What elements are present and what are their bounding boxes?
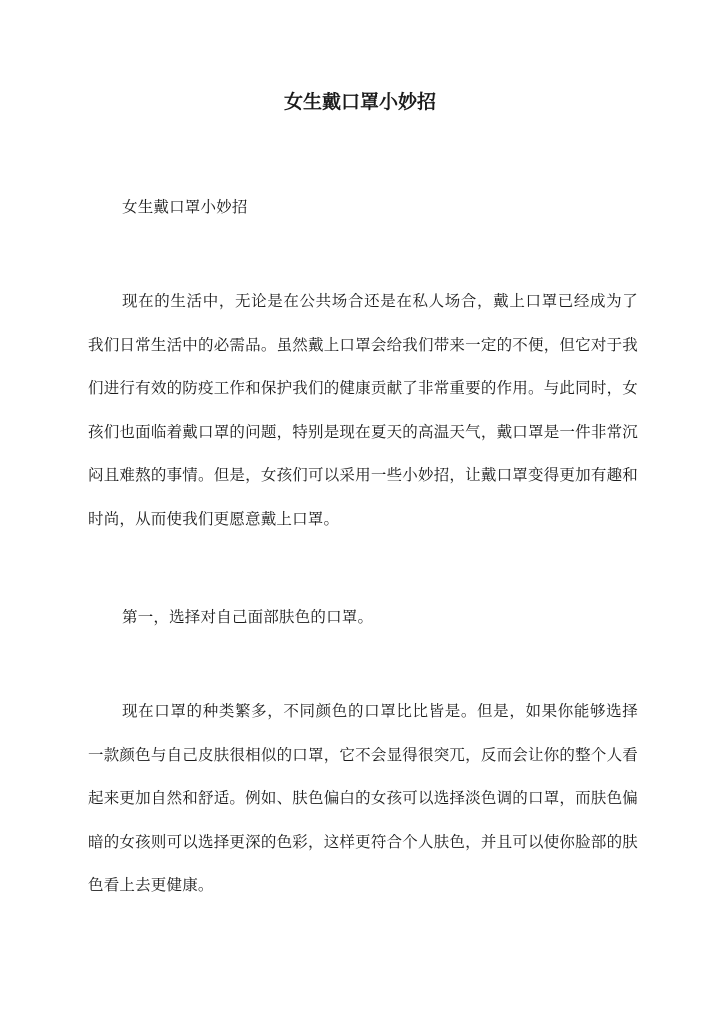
intro-paragraph: 现在的生活中，无论是在公共场合还是在私人场合，戴上口罩已经成为了我们日常生活中的必需品。虽然戴上口罩会给我们带来一定的不便，但它对于我们进行有效的防疫工作和保护我们的健康贡献了非常重要的作用。与此同时，女孩们也面临着戴口罩的问题，特别是现在夏天的高温天气，戴口罩是一件非常沉闷且难熬的事情。但是，女孩们可以采用一些小妙招，让戴口罩变得更加有趣和时尚，从而使我们更愿意戴上口罩。 [88,292,638,528]
subtitle-paragraph: 女生戴口罩小妙招 [122,198,248,216]
document-title: 女生戴口罩小妙招 [283,91,436,113]
point-one-heading: 第一，选择对自己面部肤色的口罩。 [122,608,374,626]
point-one-body: 现在口罩的种类繁多，不同颜色的口罩比比皆是。但是，如果你能够选择一款颜色与自己皮肤很相似的口罩，它不会显得很突兀，反而会让你的整个人看起来更加自然和舒适。例如、肤色偏白的女孩可以选择淡色调的口罩，而肤色偏暗的女孩则可以选择更深的色彩，这样更符合个人肤色，并且可以使你脸部的肤色看上去更健康。 [88,702,638,895]
